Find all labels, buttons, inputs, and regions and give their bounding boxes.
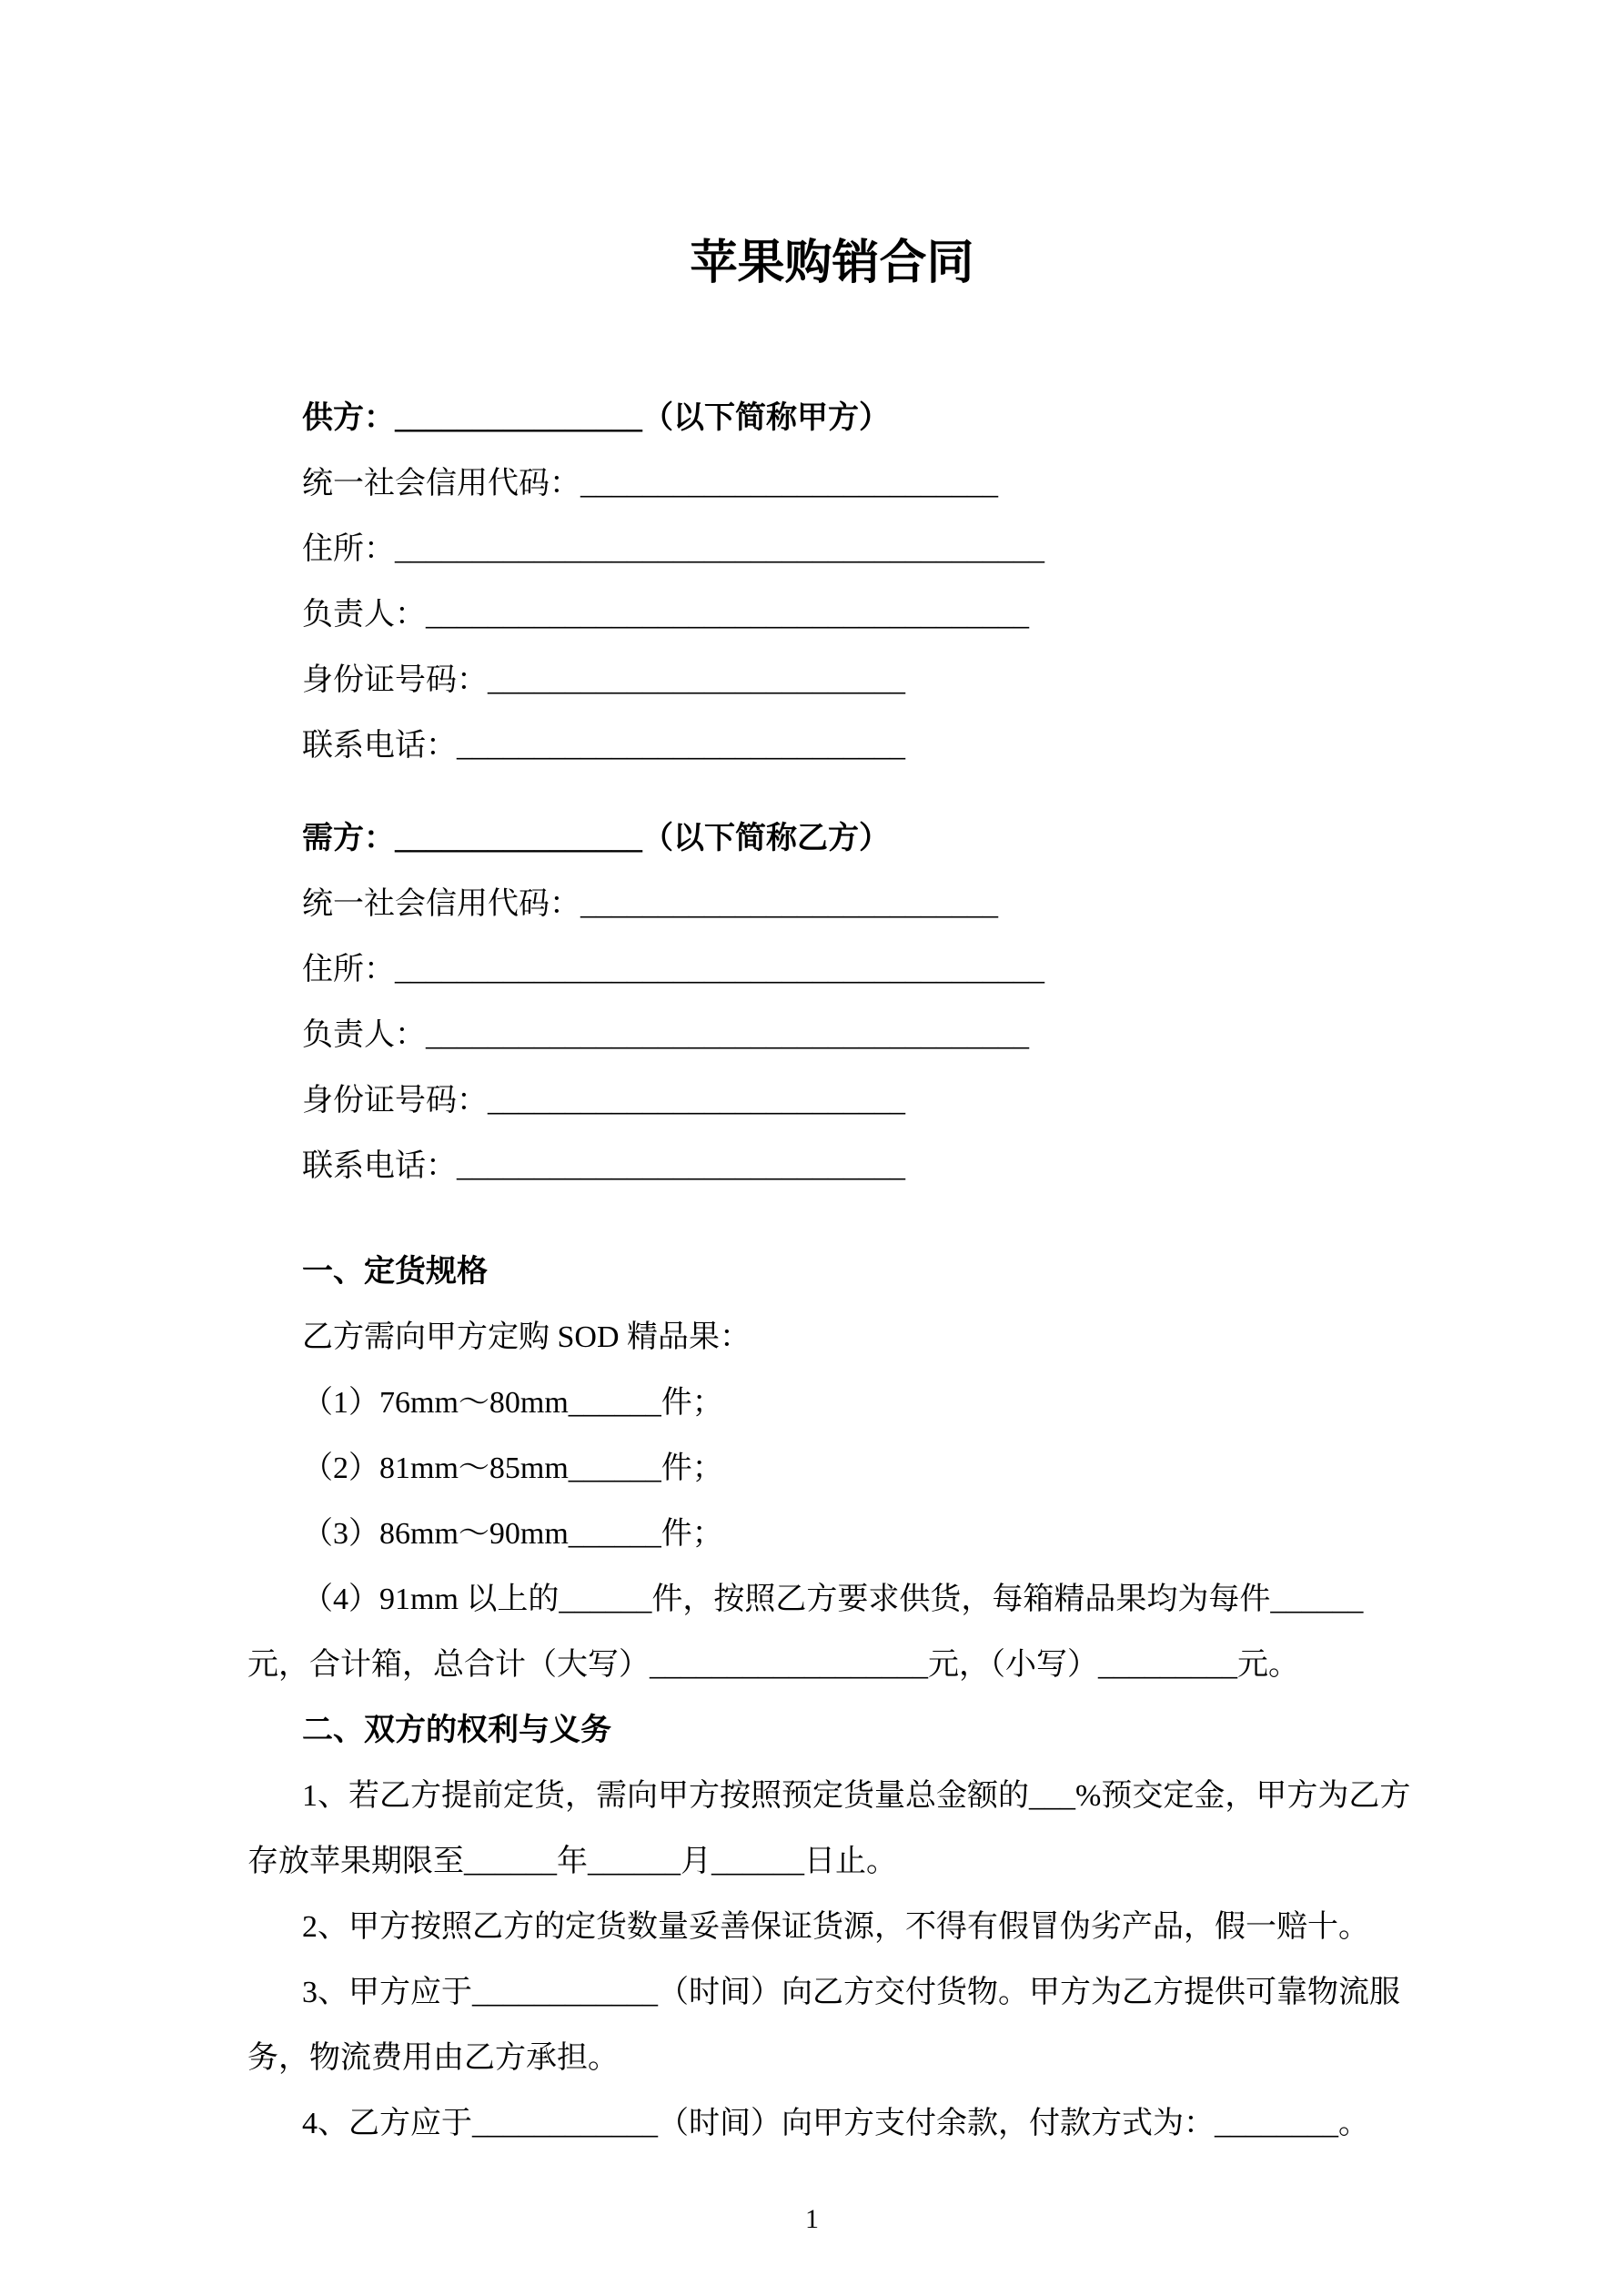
party-a-uscc-line: 统一社会信用代码：___________________________ bbox=[302, 467, 998, 501]
party-a-header: 供方：________________（以下简称甲方） bbox=[302, 401, 890, 435]
party-a-person-line: 负责人：_______________________________________ bbox=[302, 598, 1029, 632]
party-b-address-line: 住所：__________________________________________ bbox=[302, 953, 1044, 986]
party-b-header: 需方：________________（以下简称乙方） bbox=[302, 822, 890, 855]
spec-item-3: （3）86mm～90mm______件； bbox=[302, 1517, 723, 1551]
clause-2: 2、甲方按照乙方的定货数量妥善保证货源，不得有假冒伪劣产品，假一赔十。 bbox=[302, 1910, 1369, 1944]
contract-title: 苹果购销合同 bbox=[690, 238, 974, 289]
party-b-phone-line: 联系电话：_____________________________ bbox=[302, 1149, 905, 1183]
party-b-uscc-line: 统一社会信用代码：___________________________ bbox=[302, 887, 998, 921]
spec-item-4: （4）91mm 以上的______件，按照乙方要求供货，每箱精品果均为每件______元，合计箱，总合计（大写）__________________元，（小写）_________元。 bbox=[247, 1583, 1364, 1682]
party-b-block bbox=[247, 806, 1417, 1199]
spec-item-1: （1）76mm～80mm______件； bbox=[302, 1386, 723, 1420]
clause-3: 3、甲方应于____________（时间）向乙方交付货物。甲方为乙方提供可靠物流服务，物流费用由乙方承担。 bbox=[247, 1976, 1400, 2075]
party-a-phone-line: 联系电话：_____________________________ bbox=[302, 729, 905, 763]
page-number: 1 bbox=[805, 2204, 819, 2234]
clause-4: 4、乙方应于____________（时间）向甲方支付余款，付款方式为：________。 bbox=[302, 2107, 1369, 2140]
section-rights-obligations bbox=[247, 1698, 1417, 2157]
section-order-specs bbox=[247, 1239, 1417, 1698]
section-1-intro: 乙方需向甲方定购 SOD 精品果： bbox=[302, 1320, 751, 1354]
party-a-block bbox=[247, 386, 1417, 779]
clause-1: 1、若乙方提前定货，需向甲方按照预定货量总金额的___%预交定金，甲方为乙方存放苹果期限至______年______月______日止。 bbox=[247, 1779, 1411, 1878]
section-1-heading: 一、定货规格 bbox=[302, 1255, 488, 1289]
party-b-id-line: 身份证号码：___________________________ bbox=[302, 1084, 905, 1118]
section-2-heading: 二、双方的权利与义务 bbox=[302, 1714, 611, 1747]
spec-item-2: （2）81mm～85mm______件； bbox=[302, 1451, 723, 1485]
party-a-id-line: 身份证号码：___________________________ bbox=[302, 663, 905, 697]
party-b-person-line: 负责人：_______________________________________ bbox=[302, 1018, 1029, 1052]
party-a-address-line: 住所：__________________________________________ bbox=[302, 532, 1044, 566]
